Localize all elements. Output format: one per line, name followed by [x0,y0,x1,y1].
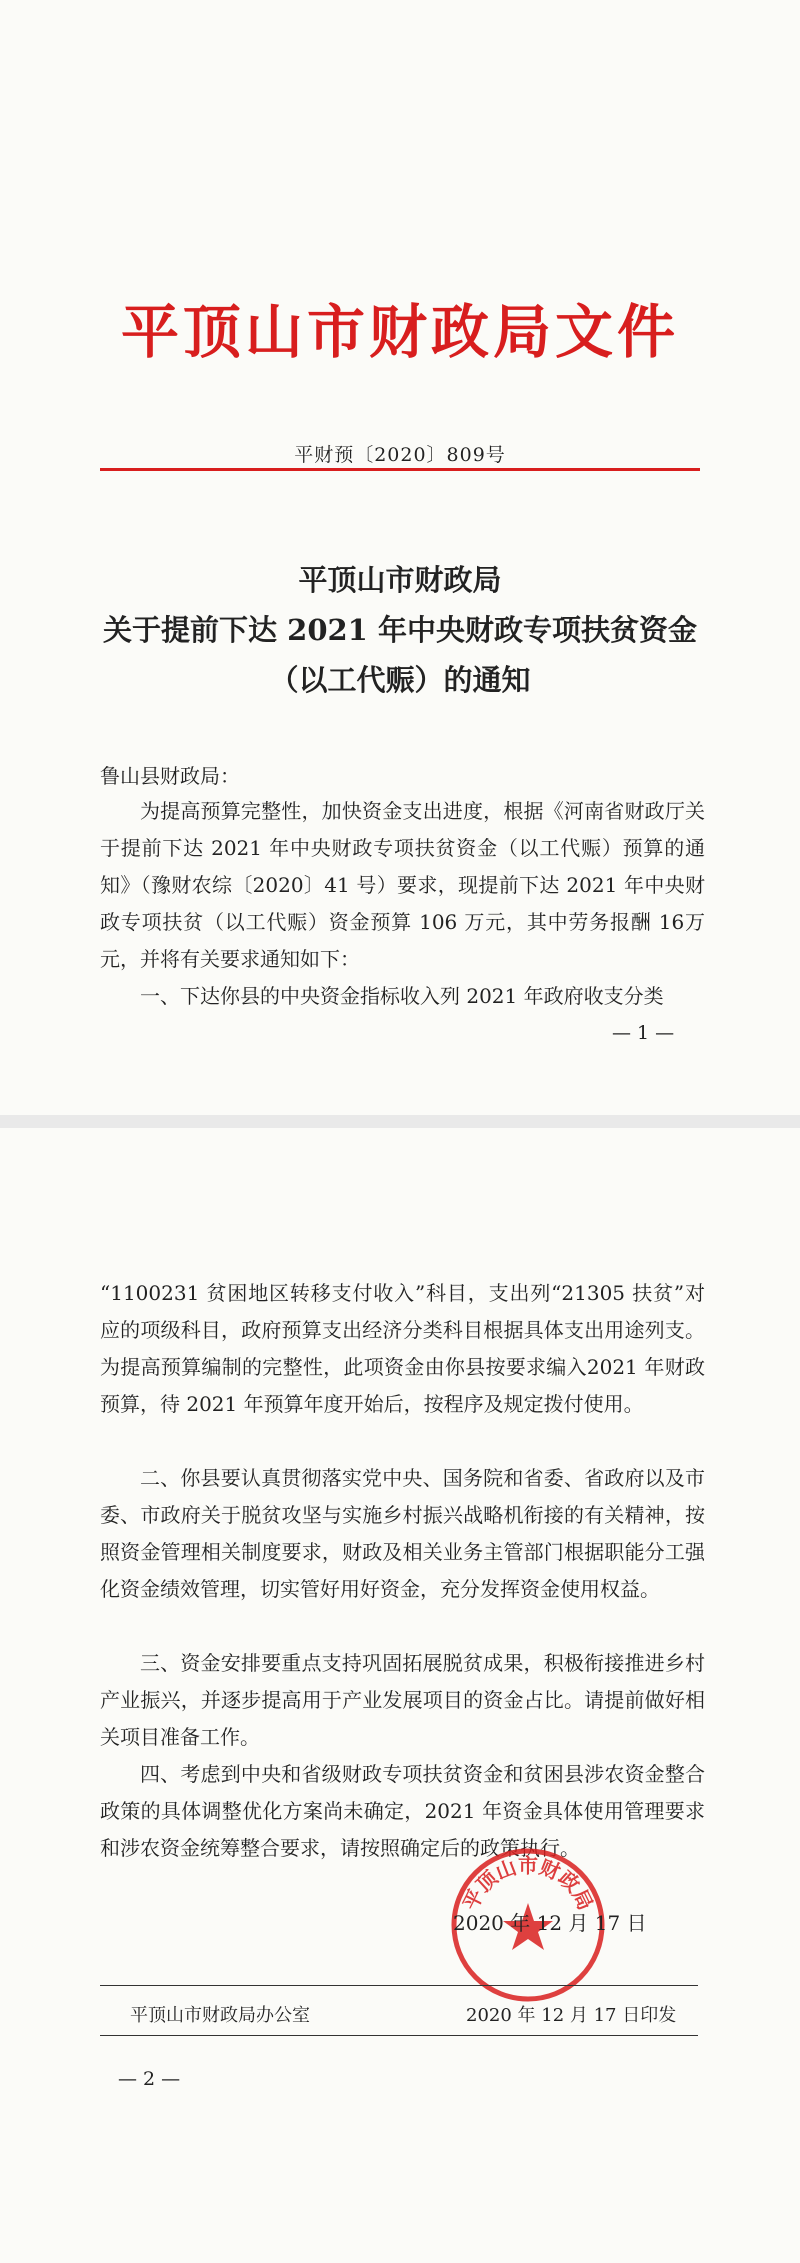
paragraph-two: 二、你县要认真贯彻落实党中央、国务院和省委、省政府以及市委、市政府关于脱贫攻坚与实施乡村振兴战略机衔接的有关精神，按照资金管理相关制度要求，财政及相关业务主管部门根据职能分工强化资金绩效管理，切实管好用好资金，充分发挥资金使用权益。 [100,1466,705,1601]
masthead: 平顶山市财政局文件 [120,298,679,366]
page-number-2: — 2 — [118,2068,181,2090]
footer-office: 平顶山市财政局办公室 [130,2005,310,2026]
svg-text:平顶山市财政局: 平顶山市财政局 [458,1853,598,1914]
page-number-1: — 1 — [612,1022,675,1044]
title-line-2: 关于提前下达 2021 年中央财政专项扶贫资金 [103,613,697,647]
document-number: 平财预〔2020〕809号 [294,444,506,466]
title-line-3: （以工代赈）的通知 [269,663,531,697]
paragraph-intro: 为提高预算完整性，加快资金支出进度，根据《河南省财政厅关于提前下达 2021 年中央财政专项扶贫资金（以工代赈）预算的通知》（豫财农综〔2020〕41 号）要求，现提前下达 2021 年中央财政专项扶贫（以工代赈）资金预算 106 万元，其中劳务报酬 16万元，并将有关要求通知如下： [100,799,705,971]
signing-date: 2020 年 12 月 17 日 [453,1911,647,1935]
paragraph-one-cont: “1100231 贫困地区转移支付收入”科目，支出列“21305 扶贫”对应的项级科目，政府预算支出经济分类科目根据具体支出用途列支。为提高预算编制的完整性，此项资金由你县按要求编入2021 年财政预算，待 2021 年预算年度开始后，按程序及规定拨付使用。 [100,1281,705,1416]
paragraph-one-start: 一、下达你县的中央资金指标收入列 2021 年政府收支分类 [140,984,664,1008]
red-divider [100,468,700,471]
page-1 [0,0,800,1115]
footer-line-bottom [100,2035,698,2036]
recipient: 鲁山县财政局： [100,764,240,788]
paragraph-three: 三、资金安排要重点支持巩固拓展脱贫成果，积极衔接推进乡村产业振兴，并逐步提高用于产业发展项目的资金占比。请提前做好相关项目准备工作。 [100,1651,705,1749]
paragraph-four: 四、考虑到中央和省级财政专项扶贫资金和贫困县涉农资金整合政策的具体调整优化方案尚未确定，2021 年资金具体使用管理要求和涉农资金统筹整合要求，请按照确定后的政策执行。 [100,1762,705,1860]
title-line-1: 平顶山市财政局 [298,563,502,597]
footer-print-date: 2020 年 12 月 17 日印发 [466,2005,677,2026]
footer-line-top [100,1985,698,1986]
